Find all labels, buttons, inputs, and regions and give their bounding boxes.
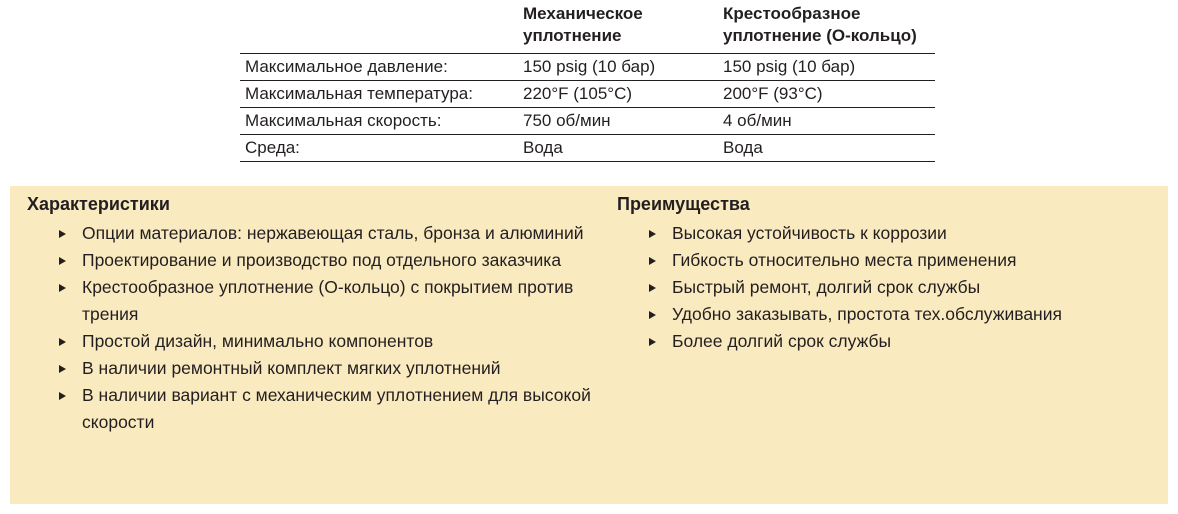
list-item [27, 328, 607, 355]
table-row [240, 108, 935, 135]
table-cell-label: Максимальная скорость: [240, 108, 518, 135]
table-cell-label: Среда: [240, 135, 518, 162]
table-cell-value: 150 psig (10 бар) [718, 54, 935, 81]
list-item [27, 274, 607, 328]
list-item-text: Простой дизайн, минимально компонентов [82, 331, 434, 351]
list-item-text: Опции материалов: нержавеющая сталь, бронза и алюминий [82, 223, 584, 243]
table-header-mechanical-seal: Механическое уплотнение [518, 0, 718, 54]
table-row [240, 54, 935, 81]
table-header-empty [240, 0, 518, 54]
table-cell-value: 4 об/мин [718, 108, 935, 135]
list-item [617, 301, 1162, 328]
list-item-text: В наличии вариант с механическим уплотнением для высокой скорости [82, 385, 591, 432]
bullet-arrow-icon [59, 338, 66, 346]
list-item [617, 328, 1162, 355]
list-item [617, 247, 1162, 274]
list-item [27, 220, 607, 247]
table-cell-value: Вода [518, 135, 718, 162]
bullet-arrow-icon [649, 338, 656, 346]
bullet-arrow-icon [59, 284, 66, 292]
features-title: Характеристики [27, 194, 170, 214]
table-row [240, 81, 935, 108]
list-item-text: В наличии ремонтный комплект мягких уплотнений [82, 358, 501, 378]
bullet-arrow-icon [59, 365, 66, 373]
table-header-o-ring-seal: Крестообразное уплотнение (О-кольцо) [718, 0, 935, 54]
list-item-text: Гибкость относительно места применения [672, 250, 1017, 270]
specs-table [240, 0, 935, 162]
bullet-arrow-icon [649, 257, 656, 265]
table-header-row [240, 0, 935, 54]
list-item-text: Быстрый ремонт, долгий срок службы [672, 277, 981, 297]
table-row [240, 135, 935, 162]
list-item [617, 274, 1162, 301]
table-cell-value: Вода [718, 135, 935, 162]
list-item-text: Крестообразное уплотнение (О-кольцо) с покрытием против трения [82, 277, 574, 324]
table-cell-value: 750 об/мин [518, 108, 718, 135]
table-cell-value: 150 psig (10 бар) [518, 54, 718, 81]
table-cell-value: 200°F (93°C) [718, 81, 935, 108]
list-item [617, 220, 1162, 247]
features-column [27, 193, 607, 436]
table-cell-label: Максимальная температура: [240, 81, 518, 108]
bullet-arrow-icon [649, 284, 656, 292]
features-list [27, 220, 607, 436]
table-cell-label: Максимальное давление: [240, 54, 518, 81]
bullet-arrow-icon [59, 257, 66, 265]
list-item-text: Проектирование и производство под отдельного заказчика [82, 250, 562, 270]
bullet-arrow-icon [649, 311, 656, 319]
benefits-list [617, 220, 1162, 355]
list-item [27, 247, 607, 274]
info-panel [10, 186, 1168, 504]
benefits-title: Преимущества [617, 194, 750, 214]
benefits-column [617, 193, 1162, 355]
bullet-arrow-icon [59, 230, 66, 238]
bullet-arrow-icon [649, 230, 656, 238]
list-item [27, 382, 607, 436]
list-item-text: Более долгий срок службы [672, 331, 892, 351]
bullet-arrow-icon [59, 392, 66, 400]
list-item [27, 355, 607, 382]
table-cell-value: 220°F (105°C) [518, 81, 718, 108]
list-item-text: Удобно заказывать, простота тех.обслуживания [672, 304, 1062, 324]
list-item-text: Высокая устойчивость к коррозии [672, 223, 947, 243]
